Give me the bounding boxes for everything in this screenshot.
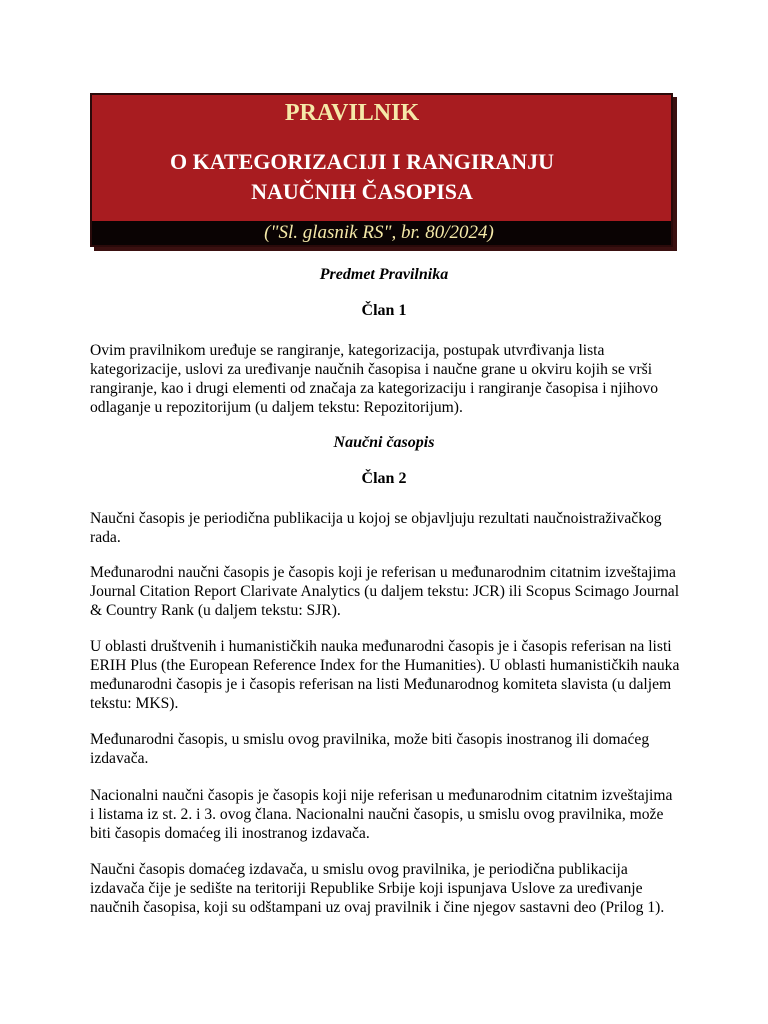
article-1-heading: Član 1 [361, 302, 407, 319]
title-banner [90, 93, 673, 247]
article-2-paragraph-2: Međunarodni naučni časopis je časopis koji je referisan u međunarodnim citatnim izveštajima Journal Citation Report Clarivate Analytics (u daljem tekstu: JCR) ili Scopus Scimago Journal & Country Rank (u daljem tekstu: SJR). [90, 564, 680, 619]
article-2-paragraph-5: Nacionalni naučni časopis je časopis koji nije referisan u međunarodnim citatnim izveštajima i listama iz st. 2. i 3. ovog člana. Nacionalni naučni časopis, u smislu ovog pravilnika, može biti časopis domaćeg ili inostranog izdavača. [90, 787, 673, 842]
document-title: PRAVILNIK [284, 100, 420, 126]
article-2-paragraph-3: U oblasti društvenih i humanističkih nauka međunarodni časopis je i časopis referisan na listi ERIH Plus (the European Reference Index for the Humanities). U oblasti humanističkih nauka međunarodni časopis je i časopis referisan na listi Međunarodnog komiteta slavista (u daljem tekstu: MKS). [90, 638, 680, 712]
document-subtitle-line2: NAUČNIH ČASOPISA [251, 179, 473, 204]
gazette-reference: ("Sl. glasnik RS", br. 80/2024) [92, 221, 671, 245]
article-2-heading: Član 2 [361, 470, 407, 487]
article-2-paragraph-6: Naučni časopis domaćeg izdavača, u smislu ovog pravilnika, je periodična publikacija izdavača čije je sedište na teritoriji Republike Srbije koji ispunjava Uslove za uređivanje naučnih časopisa, koji su odštampani uz ovaj pravilnik i čine njegov sastavni deo (Prilog 1). [90, 861, 665, 916]
document-subtitle-line1: O KATEGORIZACIJI I RANGIRANJU [169, 149, 555, 174]
article-1-paragraph: Ovim pravilnikom uređuje se rangiranje, kategorizacija, postupak utvrđivanja lista kategorizacije, uslovi za uređivanje naučnih časopisa i naučne grane u okviru kojih se vrši rangiranje, kao i drugi elementi od značaja za kategorizaciju i rangiranje časopisa i njihovo odlaganje u repozitorijum (u daljem tekstu: Repozitorijum). [90, 342, 659, 416]
article-2-paragraph-4: Međunarodni časopis, u smislu ovog pravilnika, može biti časopis inostranog ili domaćeg izdavača. [90, 731, 650, 767]
section-title-subject: Predmet Pravilnika [319, 266, 449, 283]
article-2-paragraph-1: Naučni časopis je periodična publikacija u kojoj se objavljuju rezultati naučnoistraživačkog rada. [90, 510, 662, 546]
section-title-journal: Naučni časopis [333, 434, 435, 451]
